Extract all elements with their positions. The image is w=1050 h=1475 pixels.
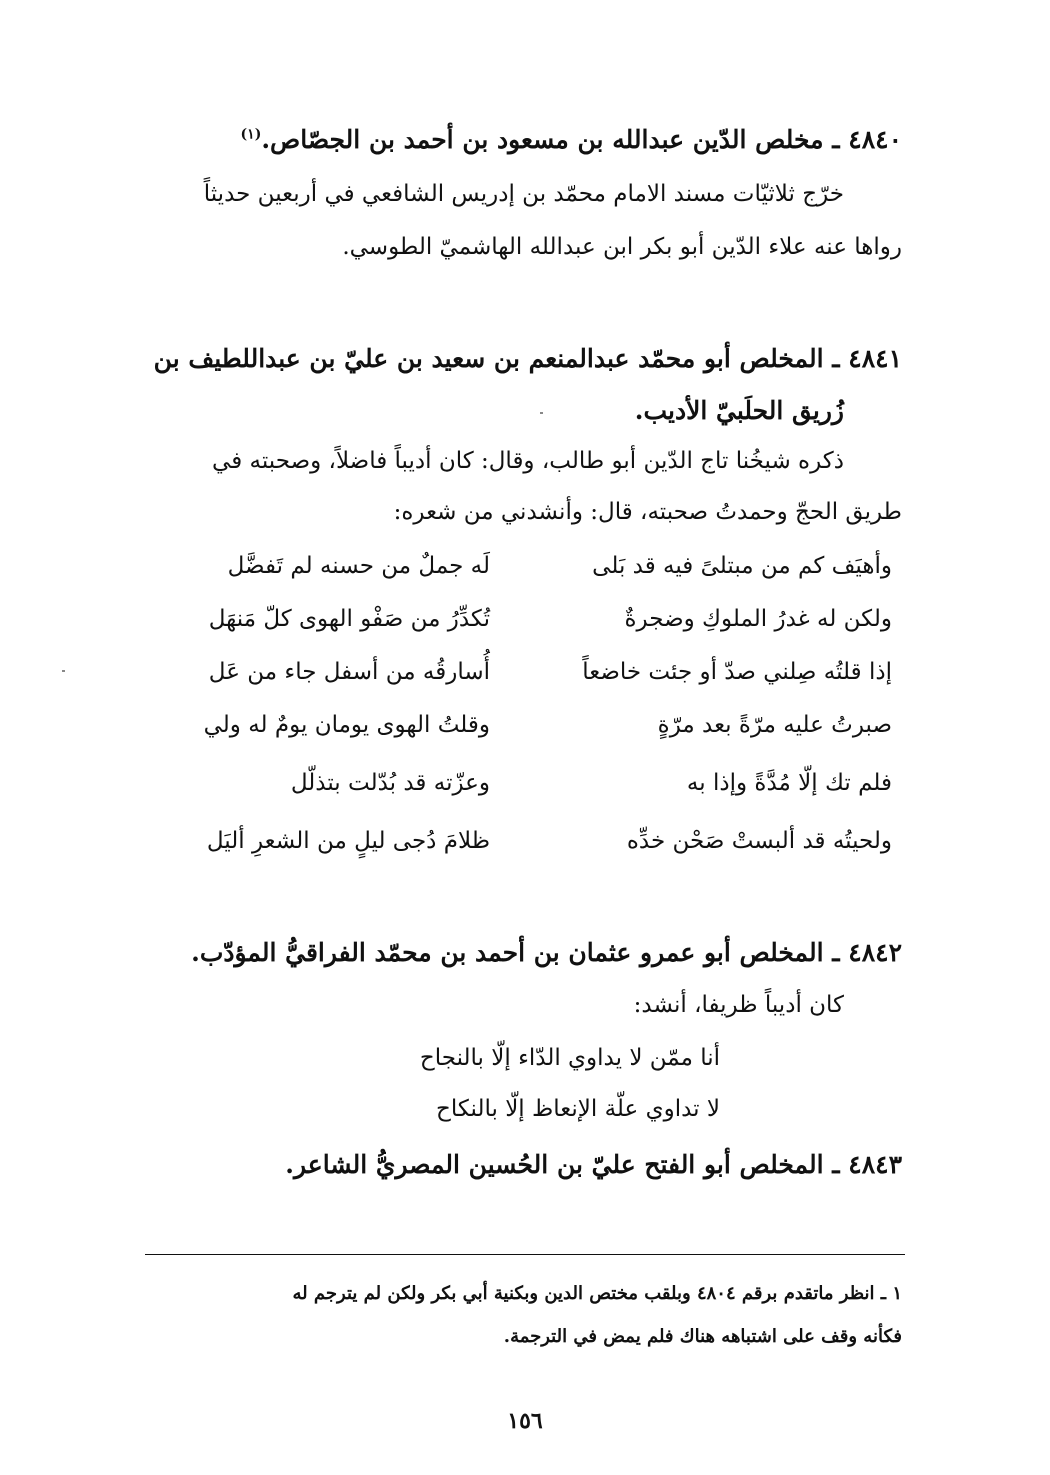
entry-4841-heading-line-2: زُريق الحلَبيّ الأديب. bbox=[634, 396, 844, 425]
couplet-line-2: لا تداوي علّة الإنعاظ إلّا بالنكاح bbox=[435, 1096, 720, 1122]
verse-first-hemistich: إذا قلتُه صِلني صدّ أو جئت خاضعاً bbox=[582, 659, 892, 685]
verse-row bbox=[148, 553, 902, 597]
entry-4842-body-line-1: كان أديباً ظريفا، أنشد: bbox=[633, 992, 844, 1018]
entry-4841-heading-line-1: ٤٨٤١ ـ المخلص أبو محمّد عبدالمنعم بن سعيد بن عليّ بن عبداللطيف بن bbox=[153, 344, 902, 373]
verse-row bbox=[148, 828, 902, 872]
entry-4841-body-line-1: ذكره شيخُنا تاج الدّين أبو طالب، وقال: كان أديباً فاضلاً، وصحبته في bbox=[212, 448, 844, 474]
entry-4840-body-line-1: خرّج ثلاثيّات مسند الامام محمّد بن إدريس الشافعي في أربعين حديثاً bbox=[203, 181, 844, 207]
verse-row bbox=[148, 606, 902, 650]
verse-second-hemistich: وقلتُ الهوى يومان يومٌ له ولي bbox=[203, 712, 490, 738]
verse-first-hemistich: فلم تك إلّا مُدَّةً وإذا به bbox=[686, 770, 892, 796]
verse-row bbox=[148, 770, 902, 814]
verse-second-hemistich: أُسارقُه من أسفل جاء من عَل bbox=[208, 659, 490, 685]
entry-4843-heading: ٤٨٤٣ ـ المخلص أبو الفتح عليّ بن الحُسين المصريُّ الشاعر. bbox=[285, 1150, 902, 1179]
page-number: ١٥٦ bbox=[507, 1408, 543, 1434]
verse-row bbox=[148, 712, 902, 756]
verse-row bbox=[148, 659, 902, 703]
verse-first-hemistich: وأهيَف كم من مبتلىً فيه قد بَلى bbox=[592, 553, 892, 579]
verse-first-hemistich: صبرتُ عليه مرّةً بعد مرّةٍ bbox=[657, 712, 892, 738]
entry-4840-body-line-2: رواها عنه علاء الدّين أبو بكر ابن عبدالله الهاشميّ الطوسي. bbox=[342, 234, 902, 260]
entry-4840-heading-text: ٤٨٤٠ ـ مخلص الدّين عبدالله بن مسعود بن أحمد بن الجصّاص. bbox=[261, 125, 902, 154]
couplet-line-1: أنا ممّن لا يداوي الدّاء إلّا بالنجاح bbox=[419, 1045, 720, 1071]
footnote-line-1: ١ ـ انظر ماتقدم برقم ٤٨٠٤ وبلقب مختص الدين وبكنية أبي بكر ولكن لم يترجم له bbox=[292, 1283, 902, 1304]
entry-4840-heading bbox=[148, 125, 902, 154]
verse-first-hemistich: ولكن له غدرُ الملوكِ وضجرةٌ bbox=[624, 606, 892, 632]
entry-4842-heading: ٤٨٤٢ ـ المخلص أبو عمرو عثمان بن أحمد بن محمّد الفراقيُّ المؤدّب. bbox=[191, 938, 902, 967]
verse-second-hemistich: ظلامَ دُجى ليلٍ من الشعرِ أليَل bbox=[206, 828, 490, 854]
verse-second-hemistich: لَه جملٌ من حسنه لم تَفضَّل bbox=[227, 553, 490, 579]
footnote-marker[interactable]: (١) bbox=[240, 126, 262, 143]
scan-speck bbox=[540, 412, 543, 414]
footnote-divider bbox=[145, 1254, 905, 1255]
entry-4841-body-line-2: طريق الحجّ وحمدتُ صحبته، قال: وأنشدني من شعره: bbox=[393, 499, 902, 525]
footnote-line-2: فكأنه وقف على اشتباهه هناك فلم يمض في الترجمة. bbox=[503, 1326, 902, 1347]
verse-second-hemistich: تُكدِّرُ من صَفْو الهوى كلّ مَنهَل bbox=[208, 606, 490, 632]
verse-second-hemistich: وعزّته قد بُدّلت بتذلّل bbox=[290, 770, 490, 796]
verse-first-hemistich: ولحيتُه قد ألبستْ صَحْن خدِّه bbox=[626, 828, 892, 854]
scan-speck bbox=[62, 670, 65, 672]
